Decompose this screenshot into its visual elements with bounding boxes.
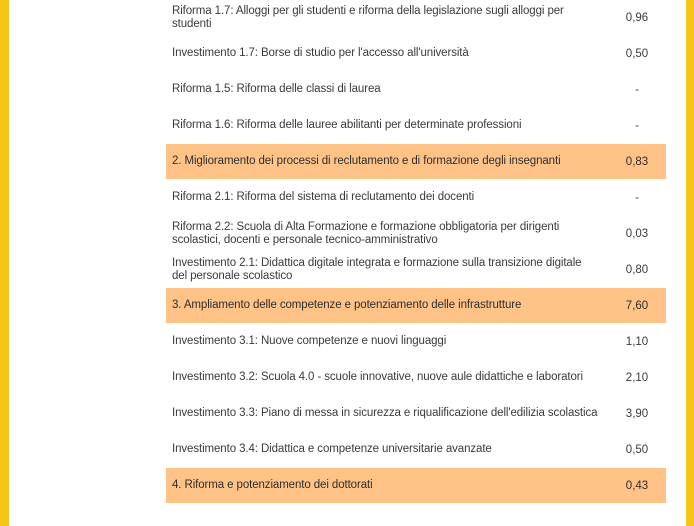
table-row (166, 0, 666, 36)
row-value: - (635, 191, 639, 204)
section-label: 4. Riforma e potenziamento dei dottorati (172, 479, 373, 492)
section-header-row (166, 288, 666, 324)
right-frame-border (686, 0, 694, 526)
funding-table (166, 0, 666, 504)
row-value: 0,03 (625, 227, 649, 240)
section-value: 7,60 (625, 299, 649, 312)
table-row (166, 72, 666, 108)
row-label: Investimento 3.2: Scuola 4.0 - scuole innovative, nuove aule didattiche e laboratori (172, 371, 583, 384)
row-label: Riforma 1.5: Riforma delle classi di laurea (172, 83, 381, 96)
row-value: 0,96 (625, 11, 649, 24)
row-value: 0,80 (625, 263, 649, 276)
table-row (166, 360, 666, 396)
section-label: 3. Ampliamento delle competenze e potenziamento delle infrastrutture (172, 299, 522, 312)
section-value: 0,43 (625, 479, 649, 492)
table-row (166, 324, 666, 360)
row-value: - (635, 83, 639, 96)
section-header-row (166, 144, 666, 180)
table-row (166, 216, 666, 252)
row-label: Riforma 2.2: Scuola di Alta Formazione e formazione obbligatoria per dirigenti scolastici, docenti e personale tecnico-amministrativo (172, 221, 560, 246)
left-frame-border (0, 0, 9, 526)
row-value: 0,50 (625, 47, 649, 60)
row-label: Investimento 2.1: Didattica digitale integrata e formazione sulla transizione digitale del personale scolastico (172, 257, 582, 282)
table-row (166, 180, 666, 216)
row-label: Riforma 2.1: Riforma del sistema di reclutamento dei docenti (172, 191, 475, 204)
table-row (166, 36, 666, 72)
table-row (166, 108, 666, 144)
section-header-row (166, 468, 666, 504)
row-value: - (635, 119, 639, 132)
row-label: Investimento 3.4: Didattica e competenze universitarie avanzate (172, 443, 492, 456)
section-value: 0,83 (625, 155, 649, 168)
row-value: 0,50 (625, 443, 649, 456)
row-value: 3,90 (625, 407, 649, 420)
row-label: Riforma 1.7: Alloggi per gli studenti e riforma della legislazione sugli alloggi per studenti (172, 5, 564, 30)
table-row (166, 252, 666, 288)
table-row (166, 432, 666, 468)
row-value: 1,10 (625, 335, 649, 348)
row-label: Investimento 3.3: Piano di messa in sicurezza e riqualificazione dell'edilizia scolastica (172, 407, 598, 420)
row-label: Investimento 1.7: Borse di studio per l'accesso all'università (172, 47, 469, 60)
row-label: Riforma 1.6: Riforma delle lauree abilitanti per determinate professioni (172, 119, 522, 132)
row-value: 2,10 (625, 371, 649, 384)
row-label: Investimento 3.1: Nuove competenze e nuovi linguaggi (172, 335, 447, 348)
table-row (166, 396, 666, 432)
section-label: 2. Miglioramento dei processi di reclutamento e di formazione degli insegnanti (172, 155, 561, 168)
